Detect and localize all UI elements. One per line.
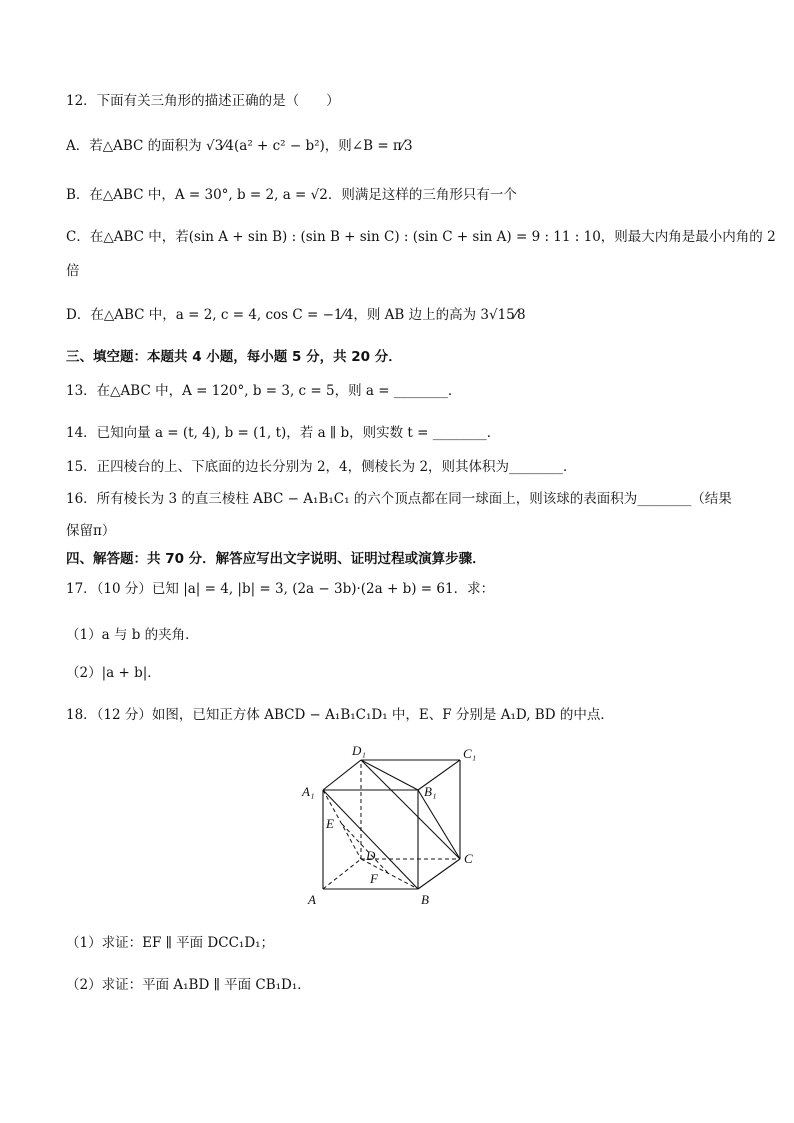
label-a: A — [308, 892, 316, 907]
q16: 16．所有棱长为 3 的直三棱柱 ABC − A₁B₁C₁ 的六个顶点都在同一球面上，则该球的表面积为________（结果 — [66, 491, 732, 507]
label-e: E — [326, 816, 334, 831]
q12-option-c: C．在△ABC 中，若(sin A + sin B) : (sin B + sin C) : (sin C + sin A) = 9 : 11 : 10，则最大内角是最小内角的 2 — [66, 229, 776, 245]
q18-part-1: （1）求证：EF ∥ 平面 DCC₁D₁； — [66, 935, 275, 951]
cube-figure — [300, 744, 490, 908]
q18: 18．（12 分）如图，已知正方体 ABCD − A₁B₁C₁D₁ 中，E、F 分别是 A₁D, BD 的中点． — [66, 707, 614, 723]
edge-d1-b1 — [361, 760, 418, 790]
section-4-heading: 四、解答题：共 70 分．解答应写出文字说明、证明过程或演算步骤． — [66, 551, 486, 567]
q17-part-2: （2）|a + b|． — [66, 665, 161, 681]
section-3-heading: 三、填空题：本题共 4 小题，每小题 5 分，共 20 分． — [66, 349, 402, 365]
label-c1: C₁ — [463, 746, 477, 761]
label-f: F — [370, 871, 378, 886]
q18-part-2: （2）求证：平面 A₁BD ∥ 平面 CB₁D₁． — [66, 977, 311, 993]
hidden-edge-a-d — [323, 859, 361, 889]
label-d1: D₁ — [352, 744, 366, 758]
edge-a1-d1 — [323, 760, 361, 790]
label-d: D — [366, 848, 376, 863]
q17-part-1: （1）a 与 b 的夹角． — [66, 627, 199, 643]
q12-option-d: D．在△ABC 中，a = 2, c = 4, cos C = −1⁄4，则 AB 边上的高为 3√15⁄8 — [66, 307, 526, 323]
q12-option-c-continued: 倍 — [66, 263, 80, 279]
label-c: C — [464, 851, 473, 866]
label-a1: A₁ — [302, 784, 315, 799]
edge-b-c — [418, 859, 460, 889]
q15: 15．正四棱台的上、下底面的边长分别为 2，4，侧棱长为 2，则其体积为________． — [66, 459, 577, 475]
q12-stem: 12．下面有关三角形的描述正确的是（ ） — [66, 93, 340, 109]
q12-option-b: B．在△ABC 中，A = 30°, b = 2, a = √2．则满足这样的三角形只有一个 — [66, 187, 517, 203]
q17: 17．（10 分）已知 |a| = 4, |b| = 3, (2a − 3b)·(2a + b) = 61．求： — [66, 581, 495, 597]
label-b: B — [421, 892, 429, 907]
label-b1: B₁ — [424, 784, 437, 799]
q14: 14．已知向量 a = (t, 4), b = (1, t)，若 a ∥ b，则实数 t = ________． — [66, 425, 501, 441]
edge-b1-c — [418, 790, 460, 859]
q13: 13．在△ABC 中，A = 120°, b = 3, c = 5，则 a = ________． — [66, 383, 462, 399]
q12-option-a: A．若△ABC 的面积为 √3⁄4(a² + c² − b²)，则∠B = π⁄3 — [66, 138, 413, 154]
q16-continued: 保留π） — [66, 523, 116, 539]
edge-d1-c — [361, 760, 460, 859]
